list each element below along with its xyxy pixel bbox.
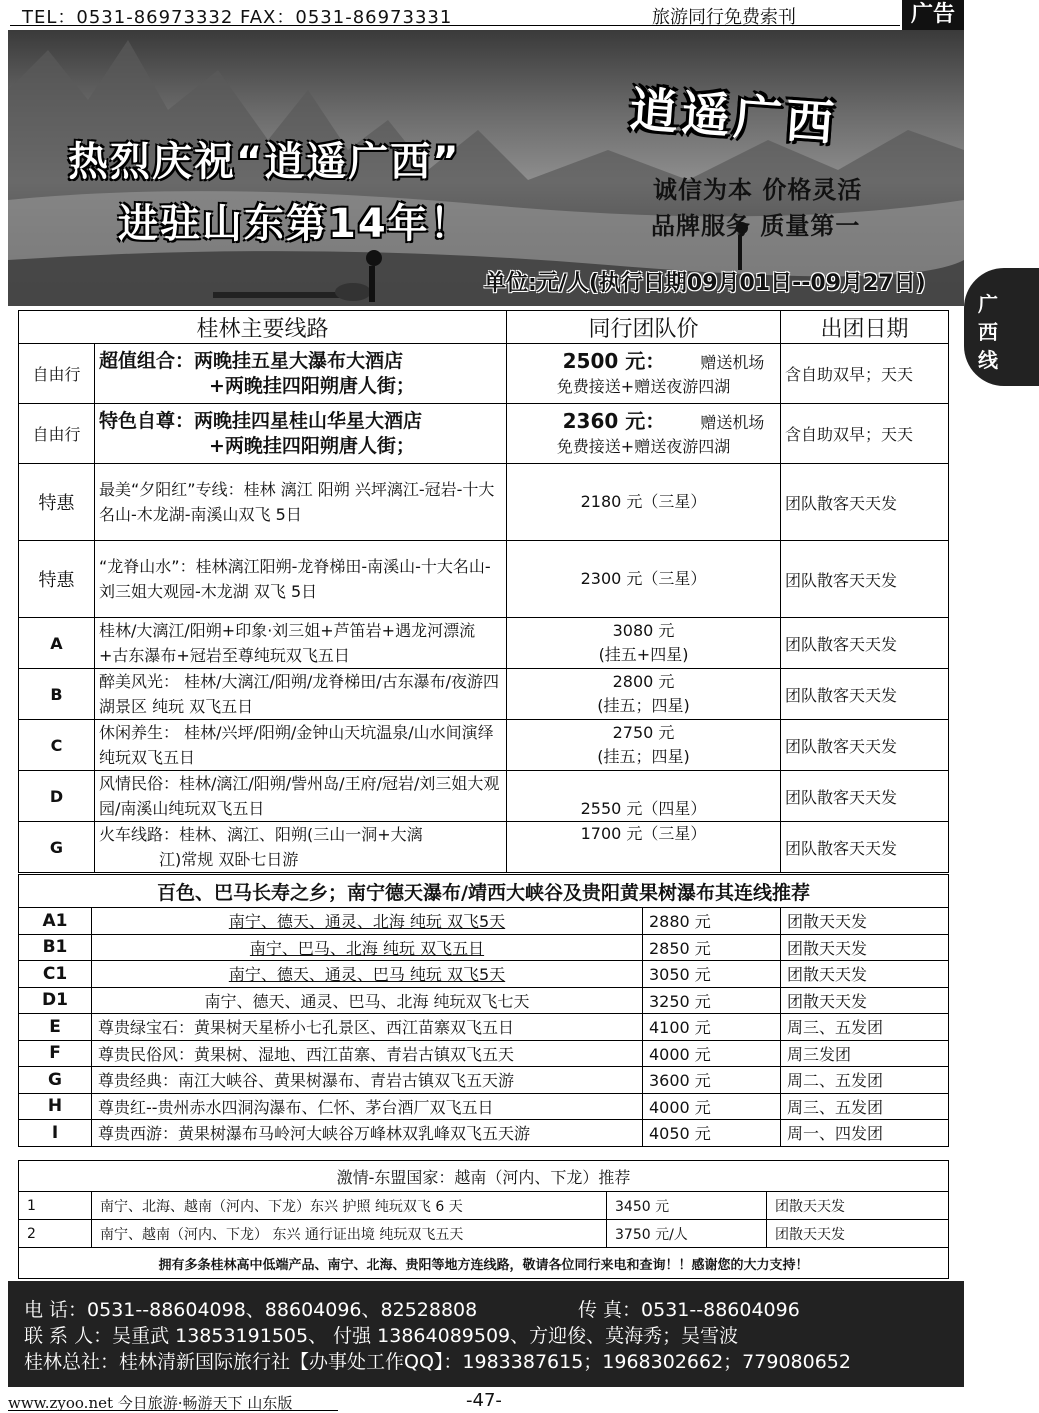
index-label: 旅游同行免费索刊 [652,7,796,28]
table-row [19,934,949,961]
page-number: -47- [466,1390,502,1411]
bottom-rule [8,1410,338,1411]
table-row [19,669,949,720]
route-cell: 南宁、巴马、北海 纯玩 双飞五日 [92,934,643,961]
header-date: 出团日期 [781,311,949,344]
phone-line: 电 话：0531--88604098、88604096、82528808 [24,1299,478,1321]
section-title-row [19,875,949,908]
row-label: A [19,618,95,669]
price-cell [507,720,781,771]
table-row [19,908,949,935]
price-cell [507,404,781,464]
section-title: 百色、巴马长寿之乡；南宁德天瀑布/靖西大峡谷及贵阳黄果树瀑布其连线推荐 [19,875,949,908]
hero-banner [8,30,964,306]
table-row [19,344,949,404]
route-cell: 尊贵经典：南江大峡谷、黄果树瀑布、青岩古镇双飞五天游 [92,1067,643,1094]
row-code: I [19,1120,92,1147]
row-label: 自由行 [19,344,95,404]
table-row [19,1192,949,1220]
table-row [19,1120,949,1147]
price-cell: 3050 元 [643,961,781,988]
top-rule [10,25,900,26]
site-footer: www.zyoo.net 今日旅游·畅游天下 山东版 [8,1394,293,1412]
table-row [19,1093,949,1120]
contacts-line: 联 系 人：吴重武 13853191505、 付强 13864089509、方迎俊、莫海秀；吴雪波 [24,1325,739,1347]
route-line-1: 特色自尊：两晚挂四星桂山华星大酒店 [99,409,423,432]
route-cell: 尊贵民俗风：黄果树、湿地、西江苗寨、青岩古镇双飞五天 [92,1040,643,1067]
price-line-1: 2800 元 [612,672,675,691]
route-line-2: +两晚挂四阳朔唐人街； [209,434,415,457]
price-cell: 3750 元/人 [607,1220,767,1248]
price-line-2: 免费接送+赠送夜游四湖 [556,376,731,396]
price-unit-note: 单位:元/人(执行日期09月01日--09月27日) [484,271,926,296]
price-line-2: 免费接送+赠送夜游四湖 [556,436,731,456]
row-code: F [19,1040,92,1067]
row-code: H [19,1093,92,1120]
section-title: 激情-东盟国家：越南（河内、下龙）推荐 [19,1161,949,1192]
date-cell: 团队散客天天发 [781,669,949,720]
slogan-2: 品牌服务 质量第一 [651,212,861,240]
row-number: 2 [19,1220,92,1248]
date-cell: 团散天天发 [767,1220,949,1248]
route-cell [95,822,507,873]
route-line-1: 火车线路：桂林、漓江、阳朔(三山一洞+大漓 [99,825,423,844]
table-row [19,404,949,464]
ad-label: 广告 [902,0,964,30]
price-cell [507,669,781,720]
brand-logo: 逍遥广西 [627,81,840,153]
date-cell: 周三、五发团 [781,1014,949,1041]
hq-line: 桂林总社：桂林清新国际旅行社【办事处工作QQ】：1983387615；1968302662；779080652 [24,1351,851,1373]
contact-footer [8,1281,964,1387]
price-cell: 2180 元（三星） [507,464,781,541]
date-cell: 含自助双早；天天 [781,344,949,404]
date-cell: 周三发团 [781,1040,949,1067]
route-cell [95,404,507,464]
date-cell: 团队散客天天发 [781,771,949,822]
price-cell: 3250 元 [643,987,781,1014]
price-cell: 2880 元 [643,908,781,935]
route-cell: 桂林/大漓江/阳朔+印象·刘三姐+芦笛岩+遇龙河漂流+古东瀑布+冠岩至尊纯玩双飞五日 [95,618,507,669]
price-main: 2360 元： [562,408,666,433]
route-line-2: +两晚挂四阳朔唐人街； [209,374,415,397]
route-cell: 南宁、德天、通灵、巴马、北海 纯玩双飞七天 [92,987,643,1014]
table-row [19,1067,949,1094]
route-cell: 尊贵绿宝石：黄果树天星桥小七孔景区、西江苗寨双飞五日 [92,1014,643,1041]
side-tab-char: 线 [978,348,998,372]
date-cell: 团队散客天天发 [781,822,949,873]
side-tab-char: 广 [978,292,998,316]
price-cell: 4050 元 [643,1120,781,1147]
row-label: G [19,822,95,873]
route-cell: 南宁、北海、越南（河内、下龙）东兴 护照 纯玩双飞 6 天 [92,1192,607,1220]
hero-headline-1: 热烈庆祝“逍遥广西” [68,139,461,185]
row-label: 特惠 [19,541,95,618]
top-bar [0,0,1039,28]
table-row [19,822,949,873]
route-cell: 尊贵西游：黄果树瀑布马岭河大峡谷万峰林双乳峰双飞五天游 [92,1120,643,1147]
price-cell: 1700 元（三星） [507,822,781,873]
price-cell [507,344,781,404]
row-code: E [19,1014,92,1041]
date-cell: 团散天天发 [767,1192,949,1220]
date-cell: 周一、四发团 [781,1120,949,1147]
row-label: 特惠 [19,464,95,541]
date-cell: 团散天天发 [781,987,949,1014]
date-cell: 周三、五发团 [781,1093,949,1120]
price-cell: 3450 元 [607,1192,767,1220]
date-cell: 团队散客天天发 [781,720,949,771]
price-line-2: (挂五；四星) [597,696,690,715]
header-price: 同行团队价 [507,311,781,344]
table-row [19,1220,949,1248]
table-row [19,961,949,988]
table-row [19,987,949,1014]
price-line-2: (挂五+四星) [598,645,689,664]
row-label: D [19,771,95,822]
route-cell: 休闲养生： 桂林/兴坪/阳朔/金钟山天坑温泉/山水间演绎纯玩双飞五日 [95,720,507,771]
date-cell: 团队散客天天发 [781,464,949,541]
price-cell [507,618,781,669]
price-line-1: 3080 元 [612,621,675,640]
route-cell: 南宁、德天、通灵、北海 纯玩 双飞5天 [92,908,643,935]
row-code: D1 [19,987,92,1014]
price-cell: 2550 元（四星） [507,771,781,822]
date-cell: 团队散客天天发 [781,541,949,618]
price-cell: 3600 元 [643,1067,781,1094]
table-row [19,720,949,771]
price-cell: 4100 元 [643,1014,781,1041]
note-row [19,1248,949,1279]
route-line-1: 超值组合：两晚挂五星大瀑布大酒店 [99,349,404,372]
row-code: B1 [19,934,92,961]
nanning-guiyang-table [18,874,949,1147]
route-cell: “龙脊山水”：桂林漓江阳朔-龙脊梯田-南溪山-十大名山-刘三姐大观园-木龙湖 双飞 5日 [95,541,507,618]
date-cell: 团散天天发 [781,908,949,935]
route-cell: 醉美风光： 桂林/大漓江/阳朔/龙脊梯田/古东瀑布/夜游四湖景区 纯玩 双飞五日 [95,669,507,720]
price-cell: 2850 元 [643,934,781,961]
row-code: G [19,1067,92,1094]
tel-fax-line: TEL：0531-86973332 FAX：0531-86973331 [22,7,453,28]
section-title-row [19,1161,949,1192]
vietnam-table [18,1160,949,1279]
table-row [19,1014,949,1041]
fax-line: 传 真：0531--88604096 [578,1299,800,1321]
route-cell [95,344,507,404]
price-line-1: 2750 元 [612,723,675,742]
side-tab-char: 西 [978,320,998,344]
side-tab-guangxi [964,268,1039,386]
table-row [19,1040,949,1067]
slogan-1: 诚信为本 价格灵活 [653,176,863,204]
date-cell: 团散天天发 [781,961,949,988]
hero-headline-2: 进驻山东第14年！ [118,201,472,247]
table-row [19,618,949,669]
price-cell: 2300 元（三星） [507,541,781,618]
table-row [19,464,949,541]
page-bottom [8,1390,1039,1413]
price-cell: 4000 元 [643,1093,781,1120]
table-header-row [19,311,949,344]
date-cell: 团散天天发 [781,934,949,961]
guilin-routes-table [18,310,949,873]
route-cell: 尊贵红--贵州赤水四洞沟瀑布、仁怀、茅台酒厂双飞五日 [92,1093,643,1120]
price-gift: 赠送机场 [700,352,765,372]
date-cell: 团队散客天天发 [781,618,949,669]
price-gift: 赠送机场 [700,412,765,432]
date-cell: 周二、五发团 [781,1067,949,1094]
row-label: 自由行 [19,404,95,464]
route-line-2: 江)常规 双卧七日游 [159,850,299,869]
row-code: A1 [19,908,92,935]
header-routes: 桂林主要线路 [19,311,507,344]
route-cell: 南宁、德天、通灵、巴马 纯玩 双飞5天 [92,961,643,988]
closing-note: 拥有多条桂林高中低端产品、南宁、北海、贵阳等地方连线路，敬请各位同行来电和查询！！感谢您的大力支持！ [19,1248,949,1279]
route-cell: 风情民俗：桂林/漓江/阳朔/訾州岛/王府/冠岩/刘三姐大观园/南溪山纯玩双飞五日 [95,771,507,822]
row-code: C1 [19,961,92,988]
row-number: 1 [19,1192,92,1220]
row-label: C [19,720,95,771]
price-main: 2500 元： [562,348,666,373]
route-cell: 最美“夕阳红”专线：桂林 漓江 阳朔 兴坪漓江-冠岩-十大名山-木龙湖-南溪山双飞 5日 [95,464,507,541]
price-cell: 4000 元 [643,1040,781,1067]
price-line-2: (挂五；四星) [597,747,690,766]
row-label: B [19,669,95,720]
date-cell: 含自助双早；天天 [781,404,949,464]
table-row [19,541,949,618]
route-cell: 南宁、越南（河内、下龙） 东兴 通行证出境 纯玩双飞五天 [92,1220,607,1248]
table-row [19,771,949,822]
